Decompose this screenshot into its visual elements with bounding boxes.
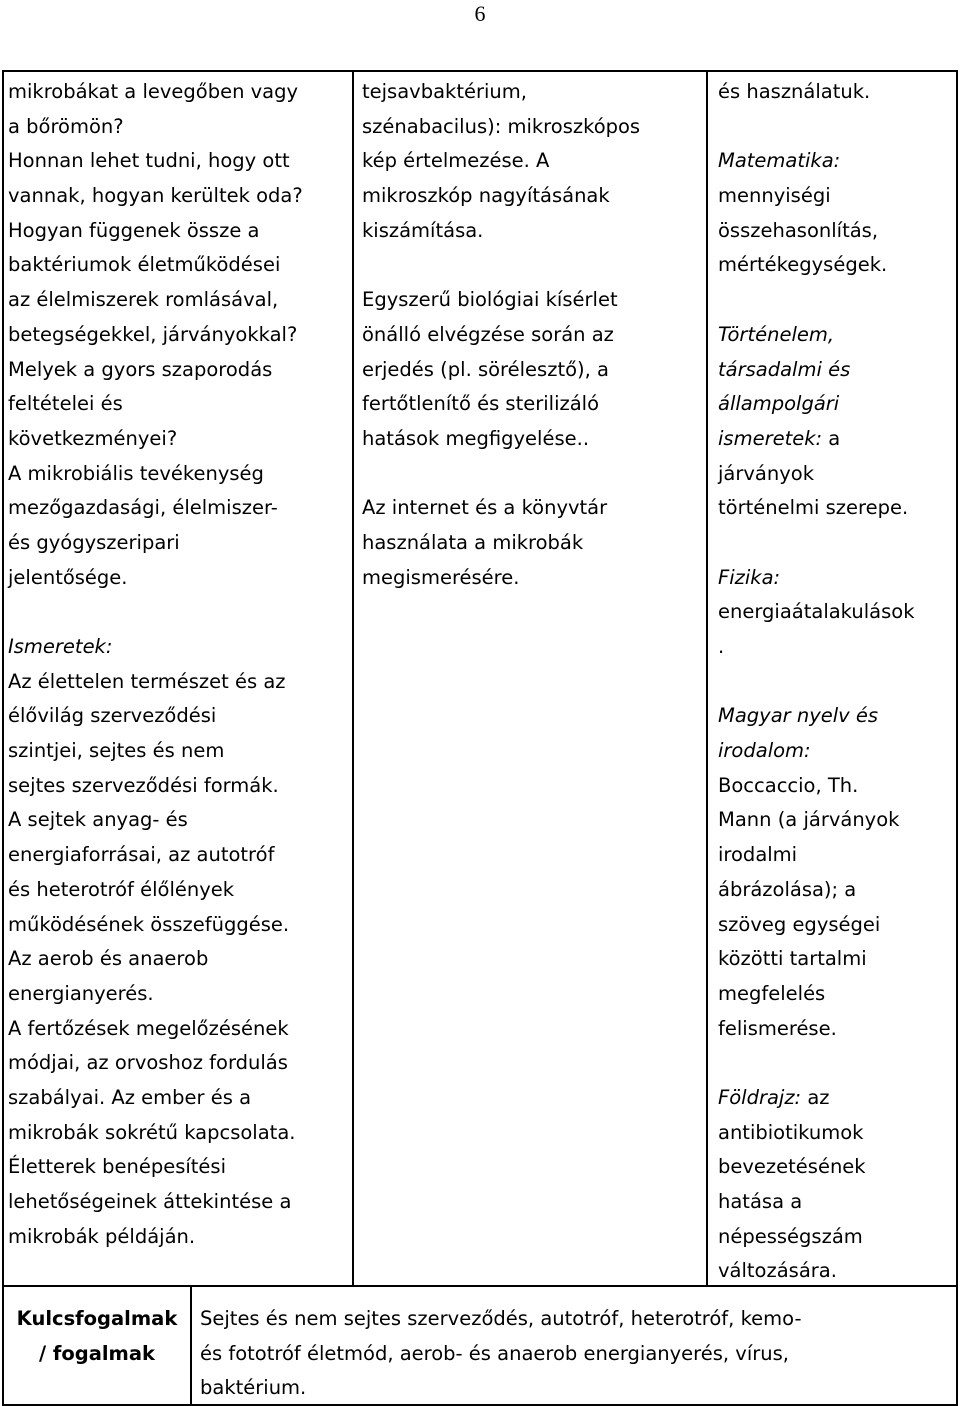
literature-heading: irodalom: [718, 739, 811, 763]
activity-line: Az internet és a könyvtár [362, 496, 608, 520]
column-2-content [362, 75, 640, 595]
knowledge-line: Életterek benépesítési [8, 1155, 227, 1179]
question-line: Melyek a gyors szaporodás [8, 357, 273, 381]
page-number: 6 [474, 1, 486, 26]
column-3-content [718, 75, 915, 1289]
activity-line: mikroszkóp nagyításának [362, 184, 610, 208]
connection-line: járványok [718, 461, 814, 485]
question-line: feltételei és [8, 392, 123, 416]
history-heading: állampolgári [718, 392, 840, 416]
question-line: mikrobákat a levegőben vagy [8, 80, 299, 103]
knowledge-line: sejtes szerveződési formák. [8, 773, 279, 797]
knowledge-line: mikrobák sokrétű kapcsolata. [8, 1120, 296, 1144]
history-heading: Történelem, [718, 322, 835, 346]
keywords-line: baktérium. [200, 1376, 307, 1400]
connection-line: összehasonlítás, [718, 218, 879, 242]
question-line: és gyógyszeripari [8, 530, 180, 554]
activity-line: önálló elvégzése során az [362, 322, 614, 346]
activity-line: kép értelmezése. A [362, 149, 550, 173]
question-line: betegségekkel, járványokkal? [8, 322, 298, 346]
geography-tail: az [801, 1085, 830, 1109]
knowledge-line: élővilág szerveződési [8, 704, 217, 728]
keywords-label-line: / fogalmak [38, 1341, 156, 1365]
question-line: Honnan lehet tudni, hogy ott [8, 149, 290, 173]
question-line: vannak, hogyan kerültek oda? [8, 184, 303, 208]
history-heading: társadalmi és [718, 357, 851, 381]
activity-line: megismerésére. [362, 565, 520, 589]
knowledge-line: Az élettelen természet és az [8, 669, 286, 693]
connection-line: mértékegységek. [718, 253, 888, 277]
activity-line: Egyszerű biológiai kísérlet [362, 288, 618, 312]
connection-line: ábrázolása); a [718, 877, 857, 901]
connection-line: bevezetésének [718, 1155, 866, 1179]
connection-line: és használatuk. [718, 80, 871, 103]
connection-line: . [718, 635, 725, 658]
keywords-label-line: Kulcsfogalmak [16, 1307, 178, 1330]
connection-line: változására. [718, 1259, 837, 1283]
connection-line: antibiotikumok [718, 1120, 864, 1144]
question-line: jelentősége. [8, 565, 128, 589]
keywords-label [12, 1302, 182, 1371]
knowledge-line: lehetőségeinek áttekintése a [8, 1190, 292, 1213]
knowledge-line: módjai, az orvoshoz fordulás [8, 1051, 288, 1075]
knowledge-line: működésének összefüggése. [8, 912, 290, 936]
connection-line: szöveg egységei [718, 912, 881, 936]
connection-line: megfelelés [718, 981, 826, 1005]
knowledge-line: szabályai. Az ember és a [8, 1085, 252, 1109]
connection-line: népességszám [718, 1224, 863, 1248]
column-divider-2 [706, 70, 708, 1286]
physics-heading: Fizika: [718, 565, 781, 589]
connection-line: felismerése. [718, 1016, 837, 1040]
activity-line: szénabacilus): mikroszkópos [362, 114, 641, 138]
question-line: az élelmiszerek romlásával, [8, 288, 279, 312]
knowledge-heading: Ismeretek: [8, 635, 113, 658]
knowledge-line: energiaforrásai, az autotróf [8, 843, 275, 867]
activity-line: tejsavbaktérium, [362, 80, 527, 103]
activity-line: kiszámítása. [362, 218, 484, 242]
connection-line: Boccaccio, Th. [718, 773, 859, 797]
connection-line: közötti tartalmi [718, 947, 867, 971]
question-line: mezőgazdasági, élelmiszer- [8, 496, 278, 520]
literature-heading: Magyar nyelv és [718, 704, 879, 728]
knowledge-line: A sejtek anyag- és [8, 808, 188, 832]
question-line: baktériumok életműködései [8, 253, 281, 277]
question-line: a bőrömön? [8, 114, 124, 138]
keywords-line: Sejtes és nem sejtes szerveződés, autotróf, heterotróf, kemo- [200, 1307, 802, 1330]
column-1-content [8, 75, 303, 1254]
connection-line: Mann (a járványok [718, 808, 900, 832]
connection-line: mennyiségi [718, 184, 831, 208]
knowledge-line: mikrobák példáján. [8, 1224, 196, 1248]
question-line: következményei? [8, 426, 178, 450]
math-heading: Matematika: [718, 149, 841, 173]
knowledge-line: szintjei, sejtes és nem [8, 739, 225, 763]
question-line: Hogyan függenek össze a [8, 218, 260, 242]
geography-heading: Földrajz: [718, 1085, 802, 1109]
connection-line: történelmi szerepe. [718, 496, 909, 520]
keywords-divider [190, 1286, 192, 1406]
column-divider-1 [352, 70, 354, 1286]
question-line: A mikrobiális tevékenység [8, 461, 264, 485]
history-tail: a [822, 426, 841, 450]
connection-line: irodalmi [718, 843, 798, 867]
activity-line: erjedés (pl. sörélesztő), a [362, 357, 609, 381]
connection-line: energiaátalakulások [718, 600, 915, 624]
knowledge-line: Az aerob és anaerob [8, 947, 209, 971]
keywords-line: és fototróf életmód, aerob- és anaerob energianyerés, vírus, [200, 1341, 789, 1365]
keywords-content [200, 1302, 802, 1406]
activity-line: fertőtlenítő és sterilizáló [362, 392, 600, 416]
knowledge-line: és heterotróf élőlények [8, 877, 235, 901]
knowledge-line: A fertőzések megelőzésének [8, 1016, 289, 1040]
activity-line: hatások megfigyelése.. [362, 426, 590, 450]
connection-line: hatása a [718, 1190, 803, 1213]
activity-line: használata a mikrobák [362, 530, 584, 554]
history-heading: ismeretek: [718, 426, 823, 450]
knowledge-line: energianyerés. [8, 981, 154, 1005]
